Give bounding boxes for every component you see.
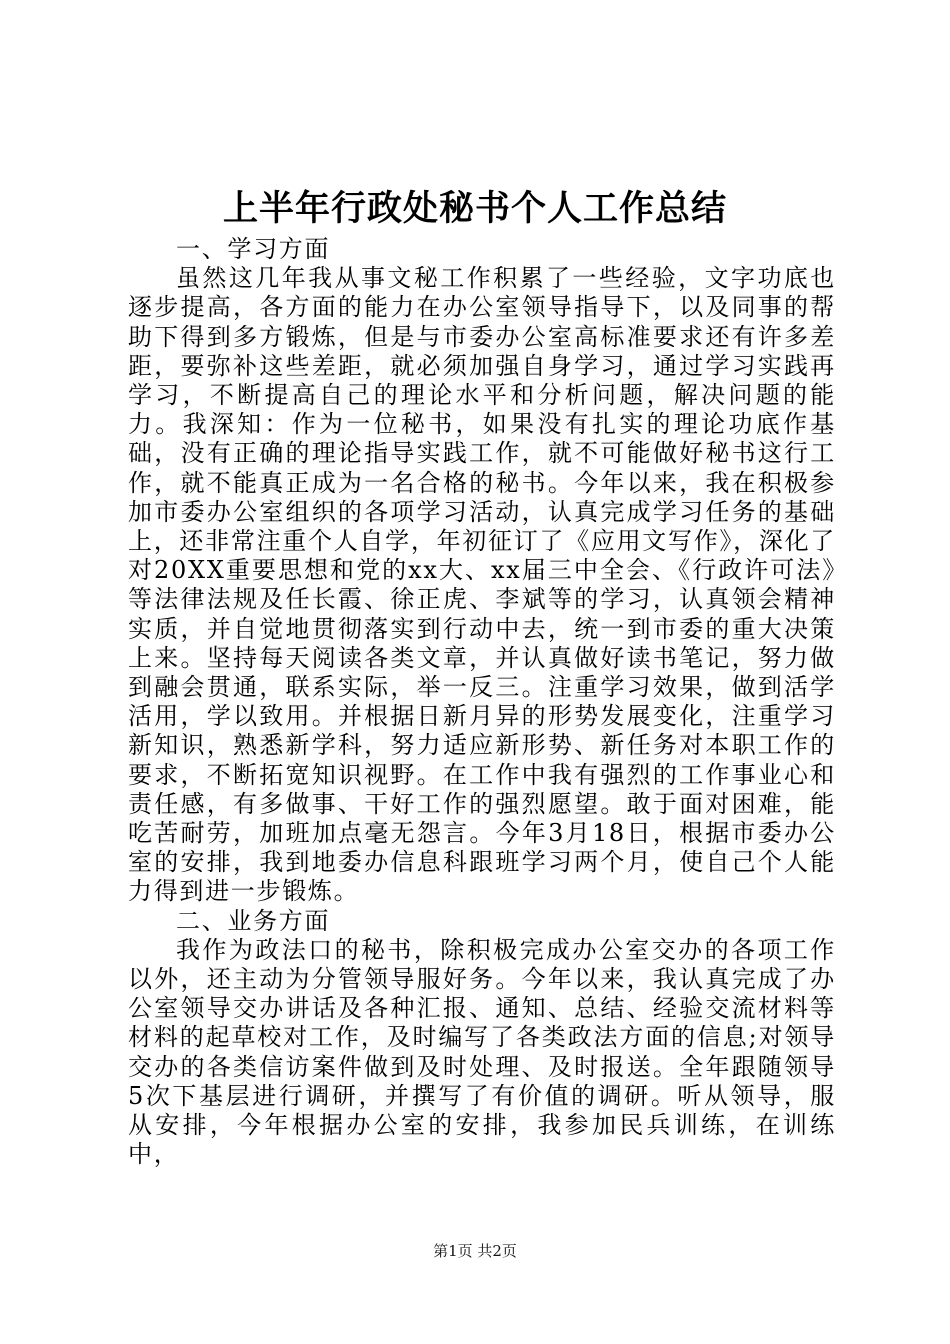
section-heading-study: 一、学习方面 — [176, 235, 331, 263]
page-number-footer: 第1页 共2页 — [433, 1242, 517, 1260]
paragraph-study: 虽然这几年我从事文秘工作积累了一些经验，文字功底也逐步提高，各方面的能力在办公室领导指导下，以及同事的帮助下得到多方锻炼，但是与市委办公室高标准要求还有许多差距，要弥补这些差距，就必须加强自身学习，通过学习实践再学习，不断提高自己的理论水平和分析问题，解决问题的能力。我深知：作为一位秘书，如果没有扎实的理论功底作基础，没有正确的理论指导实践工作，就不可能做好秘书这行工作，就不能真正成为一名合格的秘书。今年以来，我在积极参加市委办公室组织的各项学习活动，认真完成学习任务的基础上，还非常注重个人自学，年初征订了《应用文写作》，深化了对20XX重要思想和党的xx大、xx届三中全会、《行政许可法》等法律法规及任长霞、徐正虎、李斌等的学习，认真领会精神实质，并自觉地贯彻落实到行动中去，统一到市委的重大决策上来。坚持每天阅读各类文章，并认真做好读书笔记，努力做到融会贯通，联系实际，举一反三。注重学习效果，做到活学活用，学以致用。并根据日新月异的形势发展变化，注重学习新知识，熟悉新学科，努力适应新形势、新任务对本职工作的要求，不断拓宽知识视野。在工作中我有强烈的工作事业心和责任感，有多做事、干好工作的强烈愿望。敢于面对困难，能吃苦耐劳，加班加点毫无怨言。今年3月18日，根据市委办公室的安排，我到地委办信息科跟班学习两个月，使自己个人能力得到进一步锻炼。 — [128, 264, 836, 906]
document-title: 上半年行政处秘书个人工作总结 — [222, 188, 727, 229]
document-body — [128, 235, 836, 1170]
paragraph-business: 我作为政法口的秘书，除积极完成办公室交办的各项工作以外，还主动为分管领导服好务。今年以来，我认真完成了办公室领导交办讲话及各种汇报、通知、总结、经验交流材料等材料的起草校对工作，及时编写了各类政法方面的信息;对领导交办的各类信访案件做到及时处理、及时报送。全年跟随领导5次下基层进行调研，并撰写了有价值的调研。听从领导，服从安排，今年根据办公室的安排，我参加民兵训练，在训练中， — [128, 935, 836, 1169]
section-heading-business: 二、业务方面 — [176, 906, 331, 935]
